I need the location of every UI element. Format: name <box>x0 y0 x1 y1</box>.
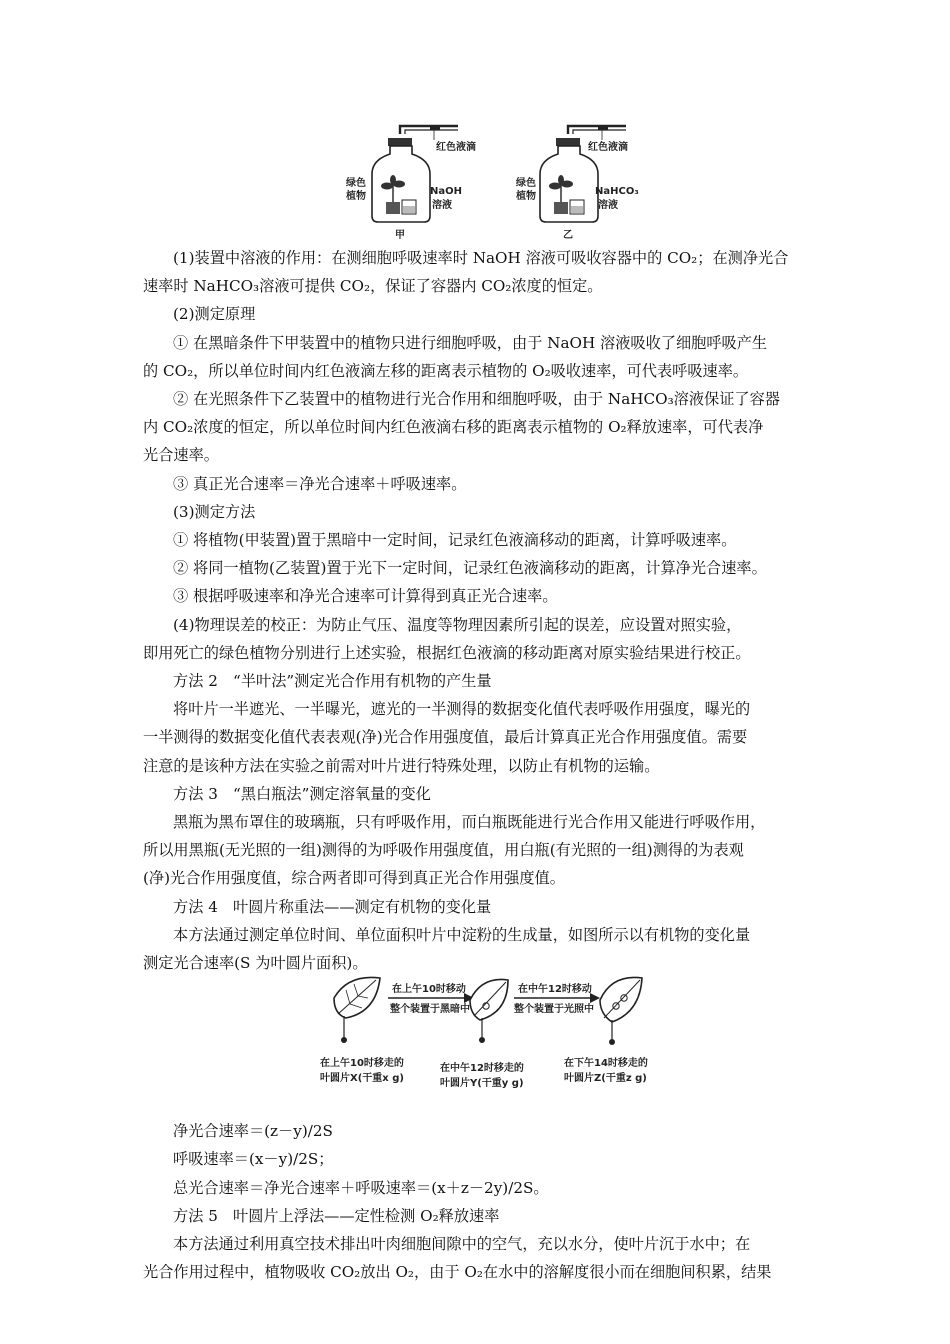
arrow1-bottom-label: 整个装置于黑暗中 <box>390 1004 470 1015</box>
leaf-disc-z <box>609 1039 615 1045</box>
leaf2-label-2: 叶圆片Y(干重y g) <box>440 1078 524 1089</box>
solution-label-yi-1: NaHCO₃ <box>595 186 639 197</box>
paragraph-line: ③ 真正光合速率＝净光合速率＋呼吸速率。 <box>173 474 467 493</box>
solution-label-yi-2: 溶液 <box>598 200 618 211</box>
arrow2-top-label: 在中午12时移动 <box>518 984 592 995</box>
stopper <box>388 138 412 146</box>
droplet-label-yi: 红色液滴 <box>588 142 628 153</box>
leaf3-label-1: 在下午14时移走的 <box>564 1058 648 1069</box>
leaf-3 <box>600 977 642 1045</box>
formula-net-rate: 净光合速率＝(z－y)/2S <box>173 1122 333 1141</box>
paragraph-line: ③ 根据呼吸速率和净光合速率可计算得到真正光合速率。 <box>173 587 558 606</box>
red-droplet <box>430 126 440 130</box>
plant-label-jia-1: 绿色 <box>346 178 366 189</box>
solution-label-jia-1: NaOH <box>430 186 462 197</box>
paragraph-line: 的 CO₂，所以单位时间内红色液滴左移的距离表示植物的 O₂吸收速率，可代表呼吸速率。 <box>143 361 749 380</box>
section-heading: 方法 3 “黑白瓶法”测定溶氧量的变化 <box>173 784 431 803</box>
leaf-2 <box>470 979 508 1043</box>
paragraph-line: ② 将同一植物(乙装置)置于光下一定时间，记录红色液滴移动的距离，计算净光合速率。 <box>173 559 767 578</box>
paragraph-line: 本方法通过利用真空技术排出叶肉细胞间隙中的空气，充以水分，使叶片沉于水中；在 <box>173 1235 751 1254</box>
arrow-1 <box>388 982 474 1015</box>
paragraph-line: ② 在光照条件下乙装置中的植物进行光合作用和细胞呼吸，由于 NaHCO₃溶液保证了容器 <box>173 390 780 409</box>
paragraph-line: 一半测得的数据变化值代表表观(净)光合作用强度值，最后计算真正光合作用强度值。需要 <box>143 728 748 747</box>
arrow2-bottom-label: 整个装置于光照中 <box>514 1004 594 1015</box>
plant-label-yi-1: 绿色 <box>516 178 536 189</box>
leaf1-label-2: 叶圆片X(干重x g) <box>320 1073 404 1084</box>
section-heading: 方法 2 “半叶法”测定光合作用有机物的产生量 <box>173 672 492 691</box>
stopper <box>556 138 580 146</box>
paragraph-line: (4)物理误差的校正：为防止气压、温度等物理因素所引起的误差，应设置对照实验， <box>173 615 742 634</box>
leaf3-label-2: 叶圆片Z(干重z g) <box>564 1073 647 1084</box>
paragraph-line: 内 CO₂浓度的恒定，所以单位时间内红色液滴右移的距离表示植物的 O₂释放速率，可代表净 <box>143 418 764 437</box>
section-heading: 方法 4 叶圆片称重法——测定有机物的变化量 <box>173 897 492 916</box>
caption-jia: 甲 <box>395 230 405 241</box>
plant-label-yi-2: 植物 <box>516 191 536 202</box>
apparatus-figure <box>340 124 640 242</box>
paragraph-line: 所以用黑瓶(无光照的一组)测得的为呼吸作用强度值，用白瓶(有光照的一组)测得的为表观 <box>143 841 744 860</box>
apparatus-yi <box>516 126 639 241</box>
paragraph-line: (2)测定原理 <box>173 305 256 324</box>
paragraph-line: 注意的是该种方法在实验之前需对叶片进行特殊处理，以防止有机物的运输。 <box>143 756 660 775</box>
paragraph-line: 本方法通过测定单位时间、单位面积叶片中淀粉的生成量，如图所示以有机物的变化量 <box>173 925 751 944</box>
apparatus-jia <box>346 126 476 241</box>
paragraph-line: 速率时 NaHCO₃溶液可提供 CO₂，保证了容器内 CO₂浓度的恒定。 <box>143 277 603 296</box>
leaf-disc-y <box>479 1037 485 1043</box>
leaf-disc-figure <box>318 968 680 1092</box>
arrow1-top-label: 在上午10时移动 <box>392 984 466 995</box>
caption-yi: 乙 <box>563 230 573 241</box>
leaf-1 <box>334 977 380 1043</box>
paragraph-line: 光合速率。 <box>143 446 219 465</box>
formula-total-rate: 总光合速率＝净光合速率＋呼吸速率＝(x＋z－2y)/2S。 <box>173 1178 549 1197</box>
formula-respiration-rate: 呼吸速率＝(x－y)/2S； <box>173 1150 334 1169</box>
solution-label-jia-2: 溶液 <box>432 200 452 211</box>
leaf-disc-x <box>341 1037 347 1043</box>
leaf2-label-1: 在中午12时移走的 <box>440 1063 524 1074</box>
paragraph-line: 将叶片一半遮光、一半曝光，遮光的一半测得的数据变化值代表呼吸作用强度，曝光的 <box>173 700 751 719</box>
paragraph-line: ① 将植物(甲装置)置于黑暗中一定时间，记录红色液滴移动的距离，计算呼吸速率。 <box>173 531 737 550</box>
paragraph-line: 测定光合速率(S 为叶圆片面积)。 <box>143 954 368 973</box>
paragraph-line: 即用死亡的绿色植物分别进行上述实验，根据红色液滴的移动距离对原实验结果进行校正。 <box>143 643 751 662</box>
paragraph-line: (1)装置中溶液的作用：在测细胞呼吸速率时 NaOH 溶液可吸收容器中的 CO₂；在测净光合 <box>173 249 789 267</box>
section-heading: 方法 5 叶圆片上浮法——定性检测 O₂释放速率 <box>173 1206 500 1225</box>
arrow-2 <box>514 982 600 1015</box>
paragraph-line: (3)测定方法 <box>173 502 256 521</box>
red-droplet <box>598 126 608 130</box>
droplet-label-jia: 红色液滴 <box>436 142 476 153</box>
paragraph-line: ① 在黑暗条件下甲装置中的植物只进行细胞呼吸，由于 NaOH 溶液吸收了细胞呼吸产生 <box>173 333 768 352</box>
plant-label-jia-2: 植物 <box>346 191 366 202</box>
paragraph-line: 光合作用过程中，植物吸收 CO₂放出 O₂，由于 O₂在水中的溶解度很小而在细胞间积累，结果 <box>143 1263 772 1282</box>
paragraph-line: 黑瓶为黑布罩住的玻璃瓶，只有呼吸作用，而白瓶既能进行光合作用又能进行呼吸作用， <box>173 813 766 832</box>
leaf1-label-1: 在上午10时移走的 <box>320 1058 404 1069</box>
paragraph-line: (净)光合作用强度值，综合两者即可得到真正光合作用强度值。 <box>143 869 565 888</box>
body-text <box>143 244 823 1287</box>
